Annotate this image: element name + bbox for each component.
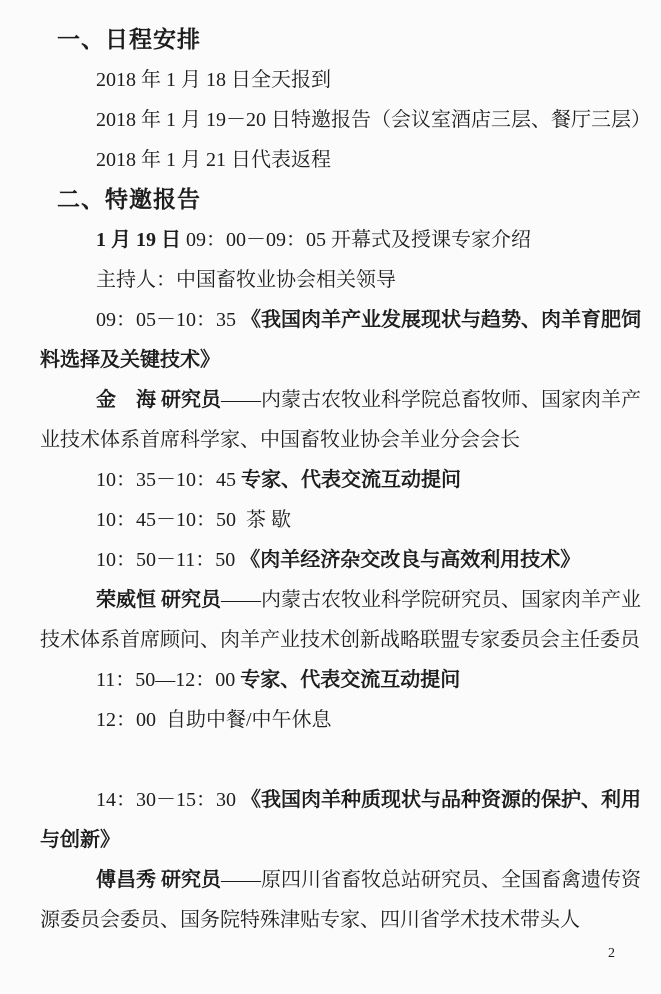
text-segment: 专家、代表交流互动提问 [240, 669, 461, 691]
agenda-line [40, 380, 641, 420]
text-segment: 14：30－15：30 [96, 789, 241, 811]
text-segment: ——原四川省畜牧总站研究员、全国畜禽遗传资 [221, 869, 641, 891]
text-segment: 09：05－10：35 [96, 309, 241, 331]
text-segment: 《我国肉羊种质现状与品种资源的保护、利用 [241, 789, 641, 811]
document-content [40, 20, 651, 940]
agenda-line [40, 860, 641, 900]
text-segment: 金 海 研究员 [96, 389, 221, 411]
text-segment: 荣威恒 研究员 [96, 589, 221, 611]
text-segment: 料选择及关键技术》 [40, 349, 220, 371]
schedule-row [40, 100, 651, 140]
text-segment: 10：50－11：50 [96, 549, 241, 571]
text-segment: 12：00 自助中餐/中午休息 [96, 709, 332, 731]
text-segment: 《肉羊经济杂交改良与高效利用技术》 [240, 549, 581, 571]
text-segment: 10：45－10：50 茶 歇 [96, 509, 291, 531]
agenda-line [40, 900, 636, 940]
agenda-line [40, 820, 636, 860]
text-segment: 09：00－09：05 开幕式及授课专家介绍 [186, 229, 531, 251]
text-segment: ——内蒙古农牧业科学院总畜牧师、国家肉羊产 [221, 389, 641, 411]
text-segment: 与创新》 [40, 829, 120, 851]
agenda-line [40, 220, 636, 260]
text-segment: 1 月 19 日 [96, 229, 186, 251]
schedule-row [40, 60, 636, 100]
schedule-activity: 全天报到 [251, 69, 331, 91]
agenda-line [40, 340, 636, 380]
text-segment: 11：50—12：00 [96, 669, 241, 691]
schedule-activity: 特邀报告（会议室酒店三层、餐厅三层） [291, 109, 651, 131]
text-segment: 技术体系首席顾问、肉羊产业技术创新战略联盟专家委员会主任委员 [40, 629, 640, 651]
schedule-date: 2018 年 1 月 19－20 日 [96, 109, 291, 131]
text-segment: 主持人：中国畜牧业协会相关领导 [96, 269, 396, 291]
page-number: 2 [608, 946, 615, 961]
agenda-line [40, 300, 641, 340]
agenda-line [40, 420, 636, 460]
schedule-row [40, 140, 636, 180]
text-segment: 业技术体系首席科学家、中国畜牧业协会羊业分会会长 [40, 429, 520, 451]
section-heading [40, 180, 636, 220]
section-heading [40, 20, 636, 60]
text-segment: 傅昌秀 研究员 [96, 869, 221, 891]
agenda-line [40, 580, 641, 620]
agenda-line [40, 500, 636, 540]
schedule-date: 2018 年 1 月 18 日 [96, 69, 251, 91]
text-segment: 10：35－10：45 [96, 469, 241, 491]
text-segment: 《我国肉羊产业发展现状与趋势、肉羊育肥饲 [241, 309, 641, 331]
text-segment: ——内蒙古农牧业科学院研究员、国家肉羊产业 [221, 589, 641, 611]
agenda-line [40, 620, 640, 660]
agenda-line [40, 540, 636, 580]
agenda-line [40, 260, 636, 300]
agenda-line [40, 460, 636, 500]
text-segment: 一、日程安排 [57, 27, 201, 52]
schedule-date: 2018 年 1 月 21 日 [96, 149, 251, 171]
agenda-line [40, 700, 636, 740]
text-segment: 专家、代表交流互动提问 [241, 469, 461, 491]
blank-line [40, 740, 636, 780]
schedule-activity: 代表返程 [251, 149, 331, 171]
agenda-line [40, 660, 636, 700]
text-segment: 源委员会委员、国务院特殊津贴专家、四川省学术技术带头人 [40, 909, 580, 931]
text-segment: 二、特邀报告 [57, 187, 201, 212]
agenda-line [40, 780, 641, 820]
